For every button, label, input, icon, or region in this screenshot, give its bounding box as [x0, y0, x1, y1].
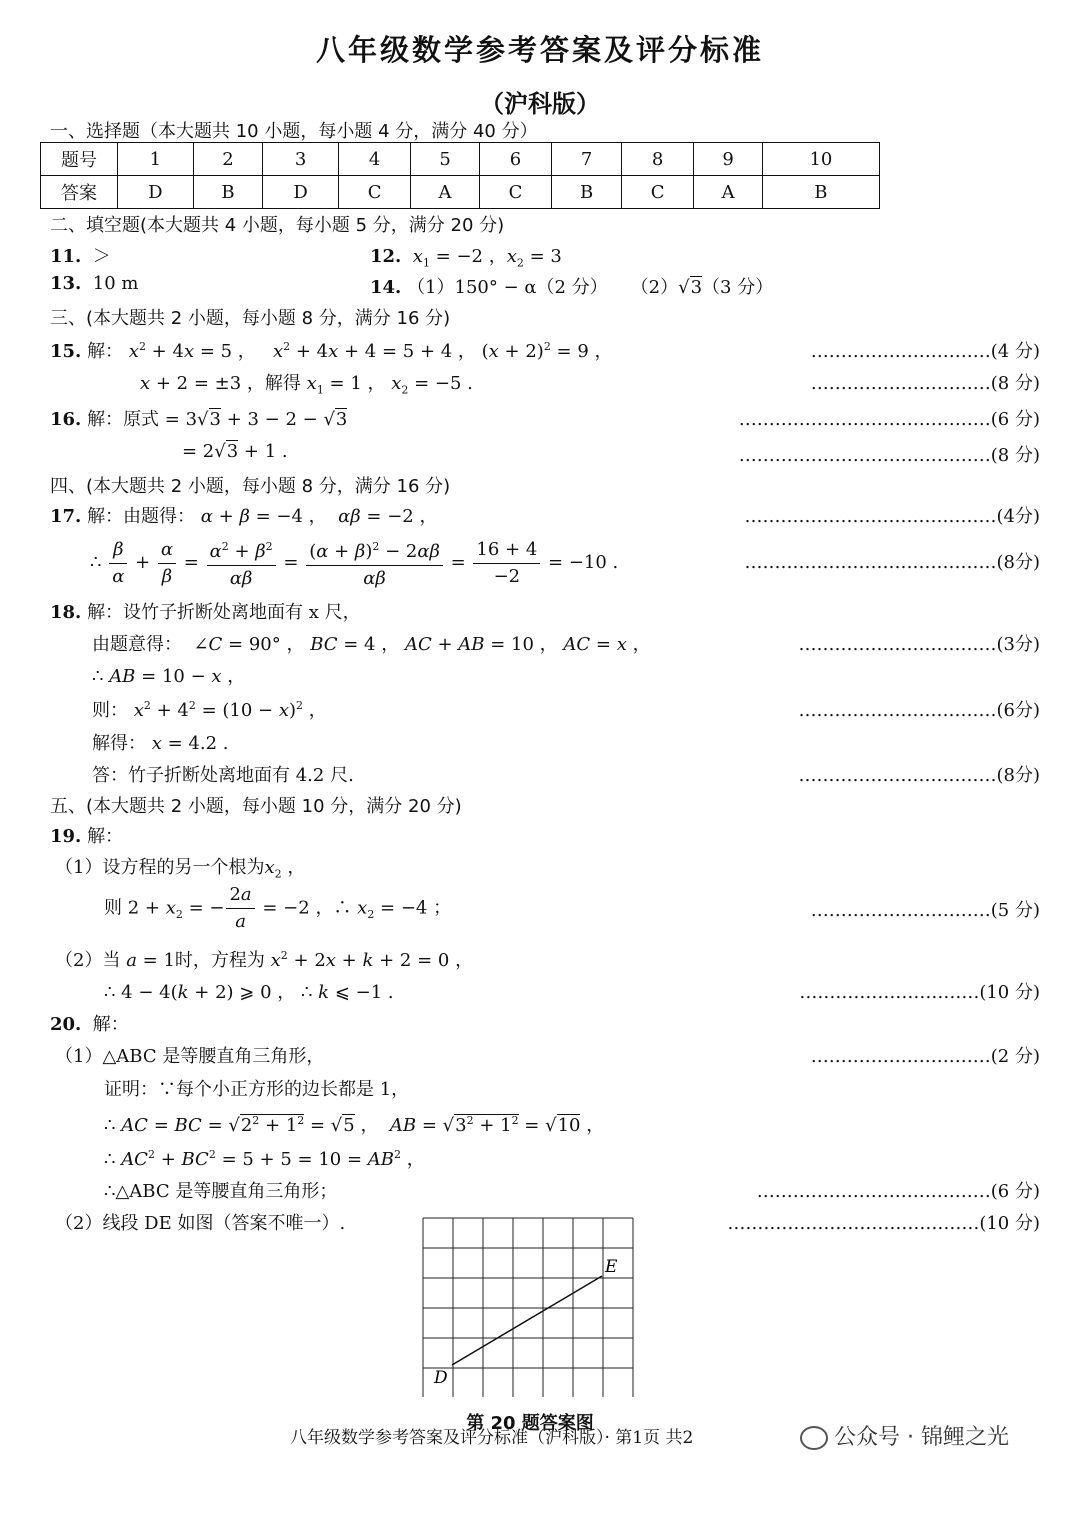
q18-line6: 答：竹子折断处离地面有 4.2 尺. — [92, 765, 354, 786]
solution-text: 则 — [104, 897, 122, 919]
score-mark: …………………………(8 分) — [810, 373, 1040, 394]
q16-line1: 16. 解：原式 = 3√3 + 3 − 2 − √3 — [50, 409, 348, 430]
question-number: 13. — [50, 273, 82, 294]
q14-line: 14. （1）150° − α（2 分） （2）√3（3 分） — [370, 277, 774, 298]
solve-label: 解： — [87, 341, 124, 362]
q20-line0 — [50, 1010, 129, 1036]
q18-line4: 则： $x^2 + 4^2 = (10 - x)^2$ ， — [92, 699, 327, 721]
point-label-e: E — [605, 1257, 618, 1277]
table-cell: D — [263, 176, 339, 209]
table-cell: C — [479, 176, 551, 209]
score-mark: ……………………………………(6 分) — [738, 409, 1040, 430]
table-row-numbers — [41, 143, 880, 176]
section5-heading: 五、(本大题共 2 小题，每小题 10 分，满分 20 分) — [50, 796, 462, 817]
solution-text: （2）当 — [55, 950, 121, 971]
answer-text: 10 m — [92, 273, 139, 294]
table-cell: A — [694, 176, 763, 209]
score-mark: ……………………………(8分) — [798, 765, 1040, 786]
table-cell: 1 — [118, 143, 194, 176]
answer-text: ＞ — [92, 246, 111, 267]
q16-line2: = 2√3 + 1 . — [182, 441, 288, 462]
segment-de — [452, 1276, 602, 1365]
answer-figure-grid — [422, 1217, 634, 1397]
table-cell: 5 — [411, 143, 480, 176]
solution-text: 由题意得： — [92, 634, 182, 655]
score-mark: ……………………………………(10 分) — [727, 1213, 1040, 1234]
q20-line2: 证明：∵每个小正方形的边长都是 1， — [104, 1079, 410, 1100]
page-title: 八年级数学参考答案及评分标准 — [315, 33, 764, 67]
q12-line: 12. $x_1 = -2$ ，$x_2 = 3$ — [370, 246, 562, 270]
q15-line1: 15. 解： $x^2 + 4x = 5$ ， $x^2 + 4x + 4 = 5 + 4$ ， $(x + 2)^2 = 9$ ， — [50, 340, 613, 362]
solution-text: 解得： — [92, 733, 146, 754]
score-mark: ……………………………………(4分) — [744, 506, 1040, 527]
solve-label: 解： — [87, 826, 124, 847]
table-cell: B — [193, 176, 263, 209]
answer-text: （3 分） — [702, 277, 774, 298]
table-cell: 7 — [552, 143, 622, 176]
section4-heading: 四、(本大题共 2 小题，每小题 8 分，满分 16 分) — [50, 476, 451, 497]
q20-line3: ∴ AC = BC = $√2^2 + 1^2 = √5$ ， AB = $√3^2 + 1^2 = √10$ ， — [104, 1114, 605, 1136]
table-cell: 6 — [479, 143, 551, 176]
table-cell: 9 — [694, 143, 763, 176]
solve-label: 解： — [92, 1014, 129, 1035]
q17-line2: ∴ $\frac{\beta}{\alpha}$ + $\frac{\alpha}{\beta}$ = $\frac{\alpha^2 + \beta^2}{\alpha\beta}$ = $\frac{(\alpha + \beta)^2 - 2\alpha\beta}{\alpha\beta}$ = $\frac{16 + 4}{-2}$ = −10 . — [90, 534, 618, 592]
section2-heading: 二、填空题(本大题共 4 小题，每小题 5 分，满分 20 分) — [50, 215, 505, 236]
table-cell: D — [118, 176, 194, 209]
solution-text: 解：设竹子折断处离地面有 x 尺， — [87, 602, 361, 623]
table-cell: C — [338, 176, 410, 209]
score-mark: …………………………(5 分) — [810, 900, 1040, 921]
score-mark: ……………………………(3分) — [798, 634, 1040, 655]
question-number: 14. — [370, 277, 402, 298]
q13-line — [50, 273, 138, 294]
figure-caption: 第 20 题答案图 — [466, 1413, 594, 1434]
expression-label: 原式 — [123, 409, 160, 430]
score-mark: …………………………(4 分) — [810, 341, 1040, 362]
wechat-icon — [800, 1426, 828, 1450]
solution-text: 则： — [92, 700, 128, 721]
q19-line3: （2）当 a = 1时，方程为 $x^2 + 2x + k + 2 = 0$ ， — [55, 949, 474, 971]
score-mark: ……………………………(6分) — [798, 700, 1040, 721]
page-footer: 八年级数学参考答案及评分标准（沪科版）· 第1页 共2 — [290, 1428, 694, 1448]
answer-text: （2） — [630, 277, 679, 298]
table-cell: C — [621, 176, 693, 209]
table-cell: B — [762, 176, 879, 209]
q18-line5: 解得： x = 4.2 . — [92, 733, 229, 754]
q19-line0 — [50, 822, 123, 848]
solution-text: （1）设方程的另一个根为 — [55, 857, 265, 878]
table-cell: 10 — [762, 143, 879, 176]
point-label-d: D — [434, 1368, 448, 1388]
score-mark: …………………………(2 分) — [810, 1046, 1040, 1067]
q20-line5: ∴△ABC 是等腰直角三角形； — [104, 1181, 338, 1202]
question-number: 11. — [50, 246, 82, 267]
q20-line1: （1）△ABC 是等腰直角三角形， — [55, 1046, 325, 1067]
question-number: 17. — [50, 506, 82, 527]
q19-line2: 则 $2 + x_2$ = − $\frac{2a}{a}$ = −2 ，∴ $x_2 = -4$ ； — [104, 884, 452, 932]
table-cell: A — [411, 176, 480, 209]
watermark — [800, 1420, 1009, 1451]
page-subtitle: （沪科版） — [480, 89, 600, 118]
q15-line2: x + 2 = ±3 ，解得 $x_1 = 1$ ， $x_2 = -5$ . — [140, 373, 473, 397]
q19-line1: （1）设方程的另一个根为$x_2$ ， — [55, 857, 306, 881]
question-number: 18. — [50, 602, 82, 623]
score-mark: …………………………………(6 分) — [756, 1181, 1040, 1202]
table-cell: 3 — [263, 143, 339, 176]
question-number: 12. — [370, 246, 402, 267]
score-mark: ……………………………………(8分) — [744, 552, 1040, 573]
solve-label: 解得 — [264, 373, 301, 394]
answer-text: （1）150° − α（2 分） — [407, 277, 608, 298]
q18-line3: ∴ AB = 10 − x ， — [92, 666, 246, 687]
q19-line4: ∴ 4 − 4(k + 2) ⩾ 0 ， ∴ k ⩽ −1 . — [104, 982, 394, 1003]
score-mark: ……………………………………(8 分) — [738, 445, 1040, 466]
solve-label: 解： — [87, 409, 124, 430]
score-mark: …………………………(10 分) — [799, 982, 1040, 1003]
q18-line2: 由题意得： ∠C = 90° ， BC = 4 ， AC + AB = 10 ， AC = x ， — [92, 634, 651, 655]
question-number: 16. — [50, 409, 82, 430]
table-cell: 8 — [621, 143, 693, 176]
table-header-number: 题号 — [41, 143, 118, 176]
table-header-answer: 答案 — [41, 176, 118, 209]
q20-line6: （2）线段 DE 如图（答案不唯一）. — [55, 1213, 346, 1234]
section3-heading: 三、(本大题共 2 小题，每小题 8 分，满分 16 分) — [50, 308, 451, 329]
table-cell: 2 — [193, 143, 263, 176]
solution-text: 解：由题得： — [87, 506, 196, 527]
watermark-text: 公众号 · 锦鲤之光 — [834, 1425, 1009, 1450]
q18-line1 — [50, 598, 361, 624]
q11-line — [50, 242, 111, 268]
q17-line1: 17. 解：由题得： α + β = −4 ， αβ = −2 ， — [50, 506, 438, 527]
q20-line4: ∴ $AC^2 + BC^2 = 5 + 5 = 10 = AB^2$ ， — [104, 1148, 425, 1170]
question-number: 19. — [50, 826, 82, 847]
table-cell: B — [552, 176, 622, 209]
answer-table — [40, 142, 880, 209]
table-cell: 4 — [338, 143, 410, 176]
question-number: 15. — [50, 341, 82, 362]
table-row-answers — [41, 176, 880, 209]
question-number: 20. — [50, 1014, 82, 1035]
solution-text: 时，方程为 — [174, 950, 265, 971]
section1-heading: 一、选择题（本大题共 10 小题，每小题 4 分，满分 40 分） — [50, 121, 538, 142]
